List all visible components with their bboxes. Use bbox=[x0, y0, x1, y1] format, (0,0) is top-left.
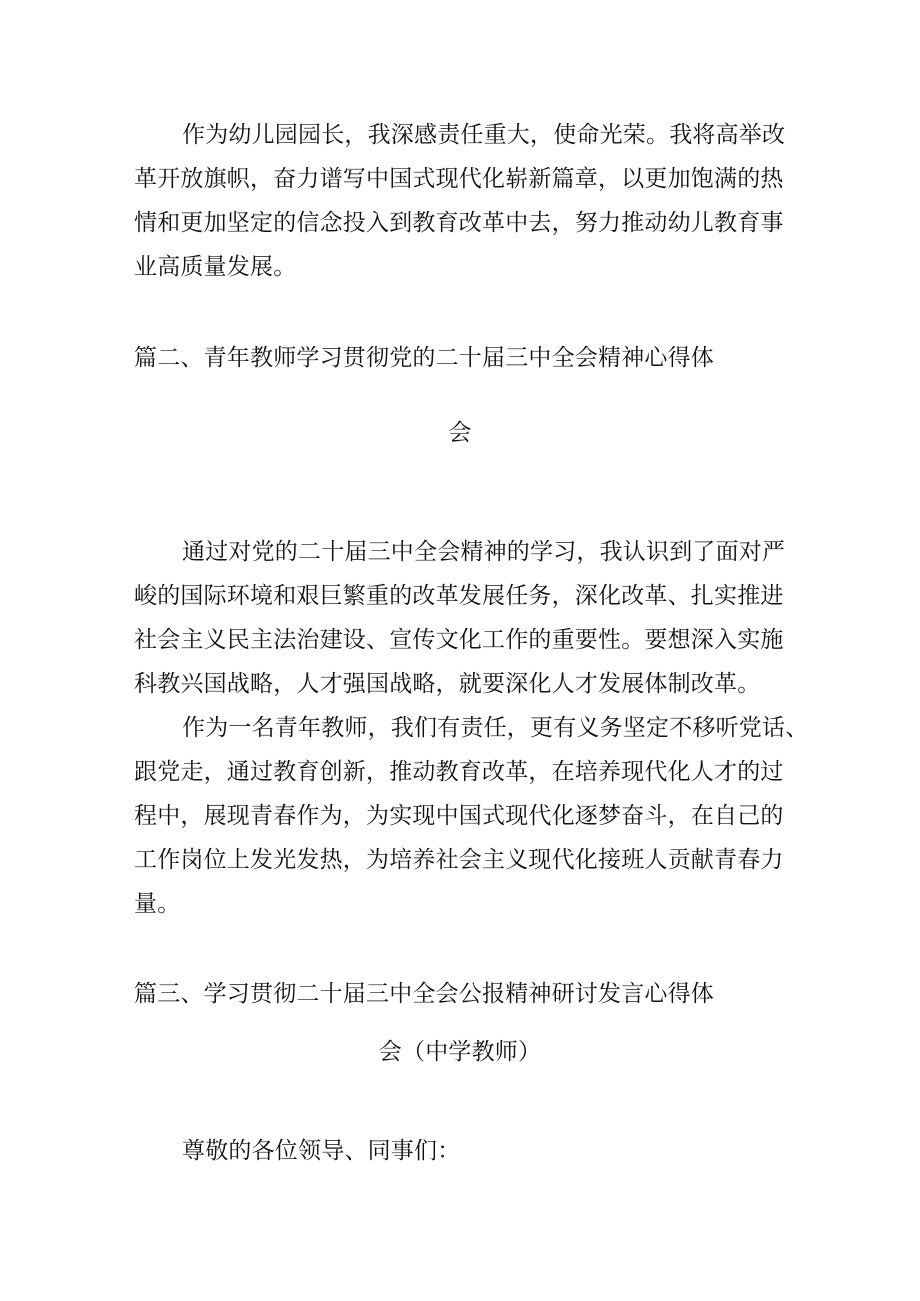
paragraph-line: 作为幼儿园园长，我深感责任重大，使命光荣。我将高举改 bbox=[182, 122, 786, 148]
paragraph-line: 情和更加坚定的信念投入到教育改革中去，努力推动幼儿教育事 bbox=[134, 210, 784, 236]
paragraph-line: 跟党走，通过教育创新，推动教育改革，在培养现代化人才的过 bbox=[134, 759, 784, 785]
paragraph-line: 程中，展现青春作为，为实现中国式现代化逐梦奋斗，在自己的 bbox=[134, 803, 784, 829]
section-title: 篇二、青年教师学习贯彻党的二十届三中全会精神心得体 bbox=[134, 345, 714, 371]
section-title-continuation: 会（中学教师） bbox=[378, 1039, 542, 1065]
paragraph-line: 业高质量发展。 bbox=[134, 254, 297, 280]
section-title: 篇三、学习贯彻二十届三中全会公报精神研讨发言心得体 bbox=[134, 981, 714, 1007]
paragraph-line: 通过对党的二十届三中全会精神的学习，我认识到了面对严 bbox=[182, 539, 786, 565]
paragraph-line: 作为一名青年教师，我们有责任，更有义务坚定不移听党话、 bbox=[182, 715, 809, 741]
paragraph-line: 革开放旗帜，奋力谱写中国式现代化崭新篇章，以更加饱满的热 bbox=[134, 166, 784, 192]
paragraph-line: 量。 bbox=[134, 891, 181, 917]
paragraph-line: 科教兴国战略，人才强国战略，就要深化人才发展体制改革。 bbox=[134, 671, 761, 697]
greeting: 尊敬的各位领导、同事们： bbox=[182, 1138, 461, 1164]
paragraph-line: 社会主义民主法治建设、宣传文化工作的重要性。要想深入实施 bbox=[134, 627, 784, 653]
paragraph-line: 工作岗位上发光发热，为培养社会主义现代化接班人贡献青春力 bbox=[134, 847, 784, 873]
section-title-continuation: 会 bbox=[448, 420, 472, 446]
paragraph-line: 峻的国际环境和艰巨繁重的改革发展任务，深化改革、扎实推进 bbox=[134, 583, 784, 609]
